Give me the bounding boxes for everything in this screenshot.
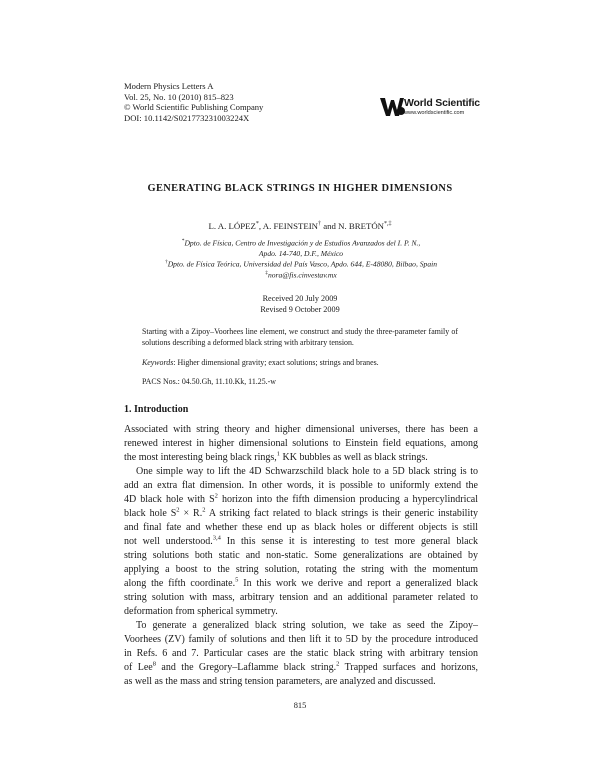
body-line: One simple way to lift the 4D Schwarzschild black hole to a 5D black string is to (136, 466, 478, 477)
body-line: not well understood.$^{3,4}$ In this sense it is interesting to test more general black (124, 534, 478, 547)
received-date: Received 20 July 2009 (262, 294, 338, 303)
body-line: string solutions both static and non-static. Some generalizations are obtained by (124, 550, 478, 561)
body-line: Associated with string theory and higher dimensional universes, there has been a (124, 424, 478, 435)
body-line: 4D black hole with $S^2$ horizon into the fifth dimension producing a hypercylindrical (124, 492, 479, 505)
keywords-text: : Higher dimensional gravity; exact solutions; strings and branes. (173, 358, 379, 367)
affiliation-2-line-1: Dpto. de Física Teórica, Universidad del País Vasco, Apdo. 644, E-48080, Bilbao, Spain (167, 259, 438, 269)
body-line: black hole $S^2 \times R.^2$ A striking fact related to black strings is their generic instability (124, 506, 479, 519)
keywords (142, 358, 458, 367)
body-line: Voorhees (ZV) family of solutions and then lift it to 5D by the procedure introduced (124, 634, 478, 645)
author-1-mark: * (255, 221, 259, 228)
body-line: the most interesting being black rings,$^1$ KK bubbles as well as black strings. (124, 450, 428, 463)
body-line: deformation from spherical symmetry. (124, 606, 278, 617)
affiliation-1: *Dpto. de Física, Centro de Investigación y de Estudios Avanzados del I. P. N., Apdo. 14-740, D.F., México (124, 236, 478, 260)
email-address[interactable]: nora@fis.cinvestav.mx (267, 270, 337, 280)
author-list (0, 221, 600, 231)
body-line: of Lee$^8$ and the Gregory–Laflamme black string.$^2$ Trapped surfaces and horizons, (124, 660, 478, 673)
body-line: add an extra flat dimension. In other words, it is possible to uniformly extend the (124, 480, 478, 491)
logo-url: www.worldscientific.com (404, 110, 465, 116)
copyright: © World Scientific Publishing Company (124, 102, 264, 113)
corresponding-email: ‡nora@fis.cinvestav.mx (265, 270, 337, 280)
pacs-numbers: PACS Nos.: 04.50.Gh, 11.10.Kk, 11.25.-w (142, 377, 276, 386)
citation: 2 (202, 506, 206, 514)
body-line: applying a boost to the string solution, rotating the string with the momentum (124, 564, 478, 575)
body-line: in Refs. 6 and 7. Particular cases are the static black string with arbitrary tension (124, 648, 478, 659)
author-2-mark: † (318, 221, 321, 228)
citation: 5 (235, 576, 239, 584)
body-line: To generate a generalized black string solution, we take as seed the Zipoy– (136, 620, 478, 631)
author-2: , A. FEINSTEIN (258, 221, 318, 231)
author-1: L. A. LÓPEZ (208, 221, 256, 231)
citation: 8 (152, 660, 156, 668)
abstract: Starting with a Zipoy–Voorhees line element, we construct and study the three-parameter family of solutions describing a deformed black string with arbitrary tension. (142, 327, 458, 347)
paper-title: GENERATING BLACK STRINGS IN HIGHER DIMENSIONS (147, 183, 453, 194)
body-line: and final fate and whether these end up as black holes or different objects is still (124, 522, 478, 533)
logo-name: World Scientific (404, 97, 480, 109)
body-line: as well as the mass and string tension parameters, are analyzed and discussed. (124, 676, 436, 687)
volume-info: Vol. 25, No. 10 (2010) 815–823 (124, 91, 234, 102)
author-3-mark: *,‡ (384, 221, 392, 228)
body-line: along the fifth coordinate.$^5$ In this work we derive and report a generalized black (124, 576, 478, 589)
journal-name: Modern Physics Letters A (124, 81, 214, 91)
body-line: string solution with mass, arbitrary tension and an additional parameter related to (124, 592, 478, 603)
publisher-logo (380, 96, 480, 122)
author-3: and N. BRETÓN (321, 221, 385, 231)
revised-date: Revised 9 October 2009 (260, 304, 340, 314)
running-header (124, 81, 263, 123)
received-dates (0, 294, 600, 315)
page-number: 815 (293, 701, 307, 710)
keywords-label: Keywords (142, 358, 174, 367)
citation: 3,4 (212, 534, 221, 542)
affiliation-1-line-1: Dpto. de Física, Centro de Investigación y de Estudios Avanzados del I. P. N., (184, 238, 421, 248)
affiliation-2: †Dpto. de Física Teórica, Universidad del País Vasco, Apdo. 644, E-48080, Bilbao, Spain (164, 259, 438, 269)
affiliation-1-line-2: Apdo. 14-740, D.F., México (258, 249, 344, 259)
doi: DOI: 10.1142/S021773231003224X (124, 112, 250, 123)
world-scientific-logo-icon (380, 96, 406, 118)
citation: 1 (276, 450, 280, 458)
body-line: renewed interest in higher dimensional solutions to Einstein field equations, among (124, 438, 478, 449)
citation: 2 (336, 660, 340, 668)
section-heading: 1. Introduction (124, 404, 189, 415)
